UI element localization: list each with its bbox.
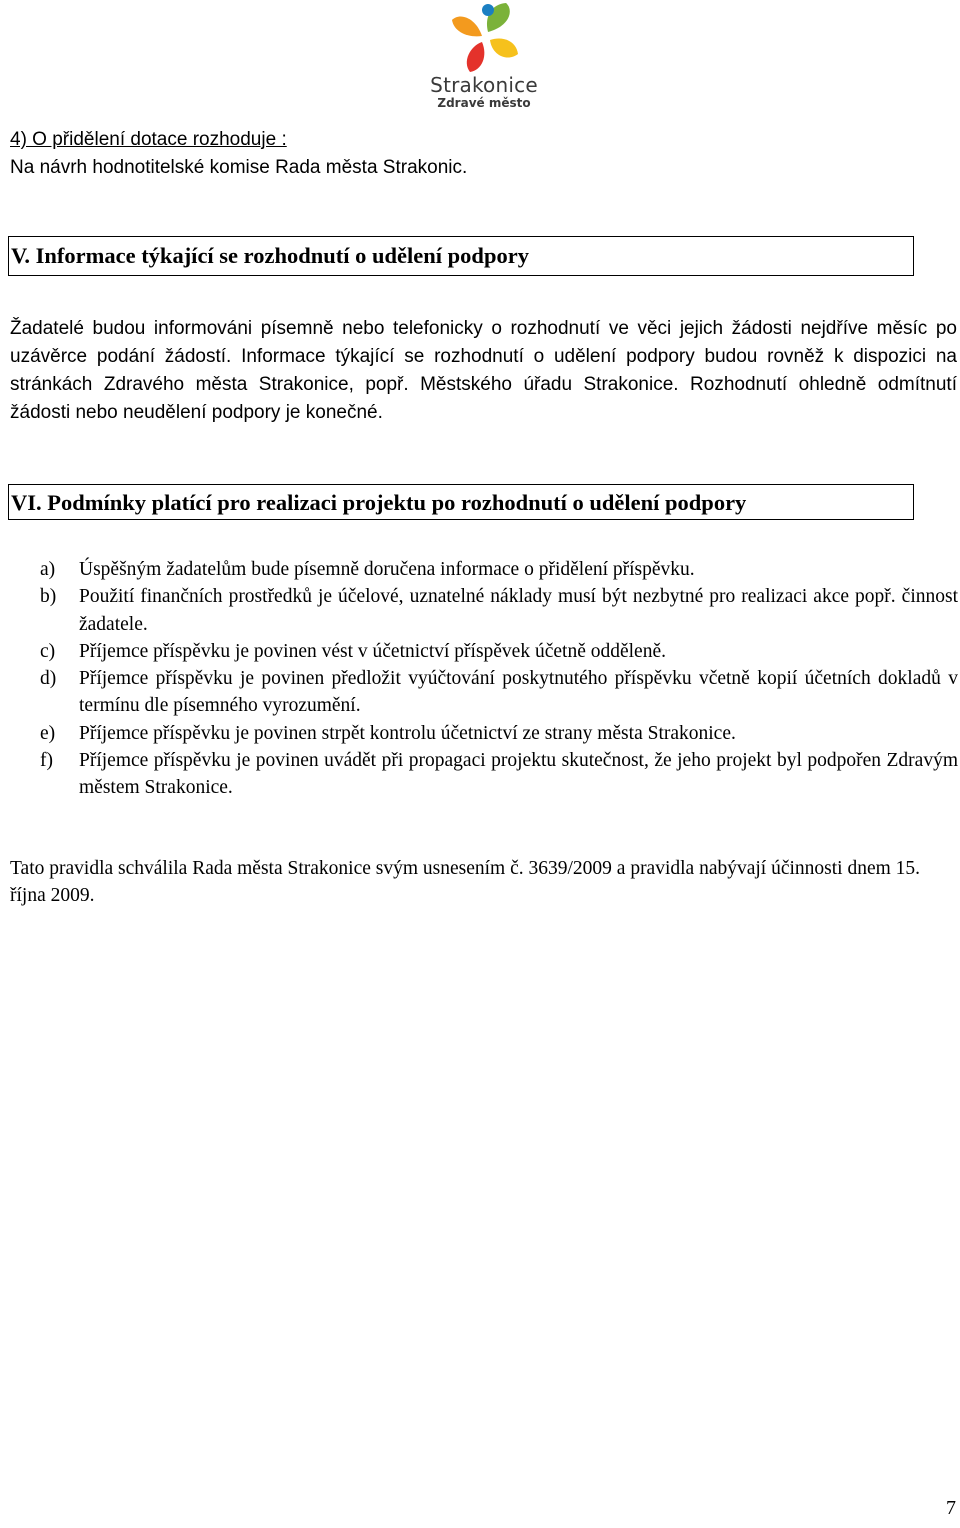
section-6-heading: VI. Podmínky platící pro realizaci projektu po rozhodnutí o udělení podpory [8, 484, 914, 520]
strakonice-logo [420, 2, 546, 112]
list-item [40, 665, 958, 720]
list-item-text: Příjemce příspěvku je povinen uvádět při propagaci projektu skutečnost, že jeho projekt byl podpořen Zdravým městem Strakonice. [79, 750, 958, 799]
logo-petal-yellow [490, 39, 518, 58]
list-item [40, 747, 958, 802]
section-4 [10, 126, 910, 182]
logo-dot-blue [482, 4, 494, 16]
list-item-marker: d) [40, 668, 57, 690]
logo-petal-orange [452, 17, 482, 37]
section-5-heading: V. Informace týkající se rozhodnutí o udělení podpory [8, 236, 914, 276]
section-5-paragraph: Žadatelé budou informováni písemně nebo telefonicky o rozhodnutí ve věci jejich žádosti nejdříve měsíc po uzávěrce podání žádostí. Informace týkající se rozhodnutí o udělení podpory budou rovněž k dispozici na stránkách Zdravého města Strakonice, popř. Městského úřadu Strakonice. Rozhodnutí ohledně odmítnutí žádosti nebo neudělení podpory je konečné. [10, 318, 957, 423]
logo-subtitle: Zdravé město [437, 96, 531, 110]
list-item-text: Úspěšným žadatelům bude písemně doručena informace o přidělení příspěvku. [79, 559, 695, 580]
list-item [40, 638, 958, 665]
logo-petal-red [467, 42, 485, 72]
list-item-marker: e) [40, 722, 56, 744]
list-item-text: Příjemce příspěvku je povinen strpět kontrolu účetnictví ze strany města Strakonice. [79, 722, 736, 744]
list-item-text: Použití finančních prostředků je účelové, uznatelné náklady musí být nezbytné pro realizaci akce popř. činnost žadatele. [79, 586, 958, 635]
list-item [40, 720, 958, 747]
page-number: 7 [946, 1497, 956, 1519]
flower-logo-icon [448, 2, 520, 74]
list-item [40, 583, 958, 638]
list-item-marker: b) [40, 586, 57, 608]
list-item-text: Příjemce příspěvku je povinen předložit vyúčtování poskytnutého příspěvku včetně kopií účetních dokladů v termínu dle písemného vyrozumění. [79, 668, 958, 717]
conditions-list [40, 556, 958, 802]
section-4-heading: 4) O přidělení dotace rozhoduje : [10, 129, 287, 150]
list-item-marker: f) [40, 750, 53, 772]
logo-name: Strakonice [430, 73, 538, 97]
list-item [40, 556, 958, 583]
closing-statement: Tato pravidla schválila Rada města Strakonice svým usnesením č. 3639/2009 a pravidla nabývají účinnosti dnem 15. října 2009. [10, 858, 921, 906]
list-item-marker: a) [40, 559, 56, 580]
list-item-marker: c) [40, 640, 56, 662]
list-item-text: Příjemce příspěvku je povinen vést v účetnictví příspěvek účetně odděleně. [79, 640, 666, 662]
section-4-text: Na návrh hodnotitelské komise Rada města Strakonic. [10, 157, 468, 178]
